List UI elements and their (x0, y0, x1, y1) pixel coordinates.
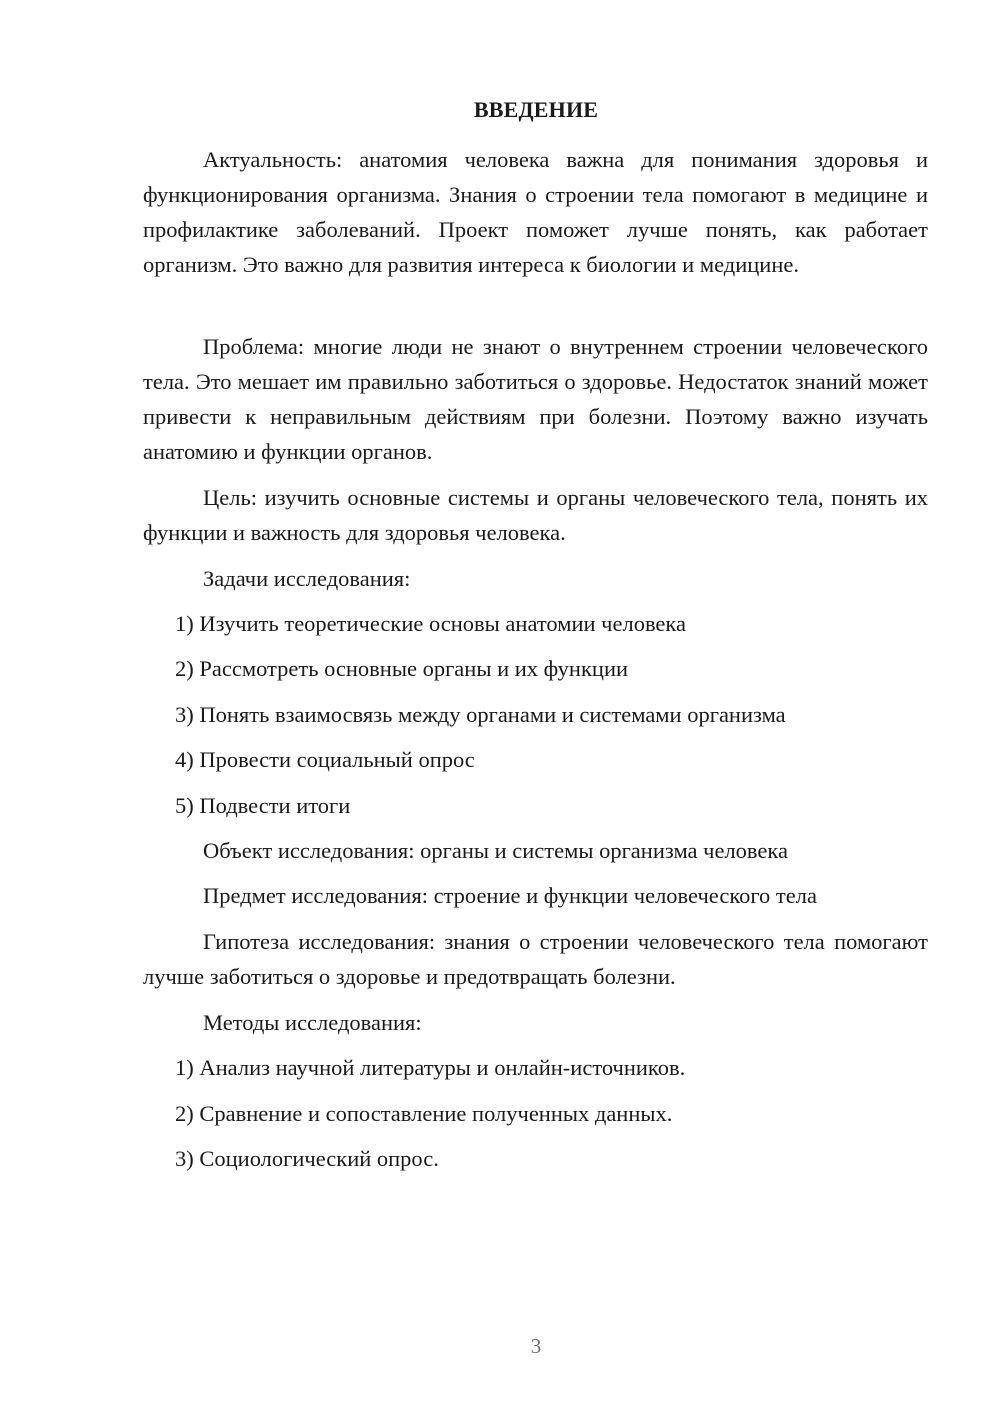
task-item-4: 4) Провести социальный опрос (175, 747, 475, 772)
tasks-heading: Задачи исследования: (203, 566, 411, 591)
section-title: ВВЕДЕНИЕ (473, 97, 599, 122)
relevance-paragraph: Актуальность: анатомия человека важна для понимания здоровья и функционирования организма. Знания о строении тела помогают в медицине и профилактике заболеваний. Проект поможет лучше понять, как работает организм. Это важно для развития интереса к биологии и медицине. (143, 147, 928, 277)
object-line: Объект исследования: органы и системы организма человека (203, 838, 788, 863)
method-item-2: 2) Сравнение и сопоставление полученных данных. (175, 1101, 673, 1126)
task-item-1: 1) Изучить теоретические основы анатомии человека (175, 611, 686, 636)
page-number: 3 (530, 1334, 542, 1358)
task-item-5: 5) Подвести итоги (175, 793, 351, 818)
task-item-3: 3) Понять взаимосвязь между органами и системами организма (175, 702, 786, 727)
hypothesis-paragraph: Гипотеза исследования: знания о строении человеческого тела помогают лучше заботиться о здоровье и предотвращать болезни. (143, 929, 928, 989)
goal-paragraph: Цель: изучить основные системы и органы человеческого тела, понять их функции и важность для здоровья человека. (143, 485, 928, 545)
subject-line: Предмет исследования: строение и функции человеческого тела (203, 883, 817, 908)
task-item-2: 2) Рассмотреть основные органы и их функции (175, 656, 629, 681)
method-item-1: 1) Анализ научной литературы и онлайн-источников. (175, 1055, 686, 1080)
problem-paragraph: Проблема: многие люди не знают о внутреннем строении человеческого тела. Это мешает им правильно заботиться о здоровье. Недостаток знаний может привести к неправильным действиям при болезни. Поэтому важно изучать анатомию и функции органов. (143, 334, 928, 464)
method-item-3: 3) Социологический опрос. (175, 1146, 439, 1171)
methods-heading: Методы исследования: (203, 1010, 422, 1035)
